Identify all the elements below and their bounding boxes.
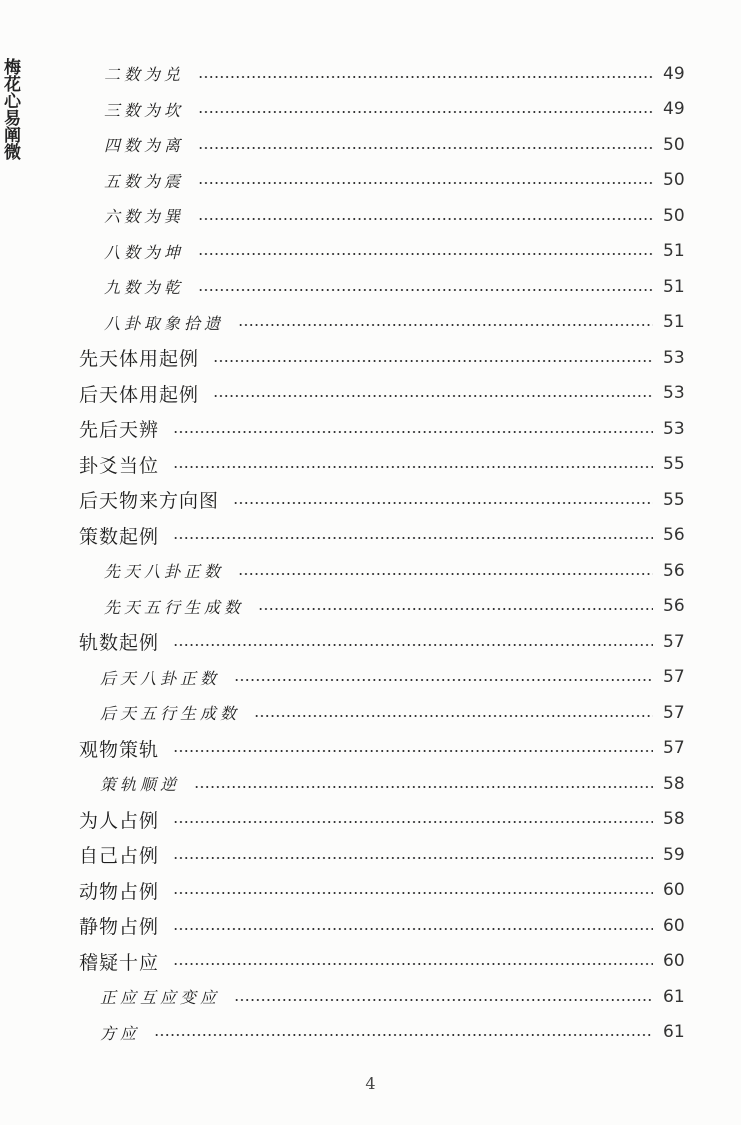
toc-entry [0, 589, 741, 625]
toc-entry-title: 八数为坤 [104, 242, 185, 262]
dot-leader [173, 537, 653, 539]
toc-entry-title: 二数为兑 [104, 65, 185, 85]
toc-entry-title: 轨数起例 [79, 632, 160, 655]
toc-entry-page: 57 [663, 667, 685, 688]
toc-entry-page: 55 [663, 489, 685, 510]
toc-entry [0, 731, 741, 767]
dot-leader [198, 76, 653, 78]
dot-leader [198, 147, 653, 149]
toc-entry [0, 482, 741, 518]
toc-entry-page: 51 [663, 241, 685, 262]
dot-leader [173, 821, 653, 823]
dot-leader [213, 395, 653, 397]
toc-entry-title: 后天八卦正数 [100, 668, 221, 688]
dot-leader [198, 253, 653, 255]
toc-entry-page: 51 [663, 276, 685, 297]
toc-entry-page: 50 [663, 134, 685, 155]
toc-entry-title: 方应 [100, 1023, 141, 1043]
dot-leader [198, 218, 653, 220]
dot-leader [194, 786, 653, 788]
dot-leader [254, 715, 653, 717]
toc-entry [0, 660, 741, 696]
toc-entry-title: 九数为乾 [104, 278, 185, 298]
dot-leader [154, 1034, 653, 1036]
toc-entry [0, 411, 741, 447]
toc-entry-title: 策轨顺逆 [100, 775, 181, 795]
toc-entry-title: 四数为离 [104, 136, 185, 156]
toc-entry-page: 56 [663, 525, 685, 546]
toc-entry-page: 55 [663, 454, 685, 475]
dot-leader [173, 644, 653, 646]
toc-entry [0, 553, 741, 589]
toc-entry-page: 58 [663, 773, 685, 794]
toc-entry-title: 三数为坎 [104, 100, 185, 120]
toc-entry [0, 766, 741, 802]
dot-leader [173, 892, 653, 894]
toc-entry-title: 后天五行生成数 [100, 704, 241, 724]
toc-entry [0, 340, 741, 376]
toc-entry-title: 自己占例 [79, 845, 160, 868]
toc-entry [0, 979, 741, 1015]
toc-entry-page: 60 [663, 915, 685, 936]
running-book-title: 梅花心易阐微 [0, 58, 20, 160]
toc-entry [0, 944, 741, 980]
toc-entry-page: 53 [663, 383, 685, 404]
toc-entry-page: 57 [663, 702, 685, 723]
dot-leader [238, 573, 653, 575]
toc-entry-title: 观物策轨 [79, 738, 160, 761]
dot-leader [173, 466, 653, 468]
toc-entry [0, 1015, 741, 1051]
dot-leader [173, 857, 653, 859]
table-of-contents [0, 56, 741, 1050]
toc-entry [0, 908, 741, 944]
toc-entry [0, 163, 741, 199]
dot-leader [198, 111, 653, 113]
toc-entry [0, 56, 741, 92]
page-number: 4 [365, 1074, 376, 1093]
toc-entry-page: 56 [663, 596, 685, 617]
dot-leader [198, 182, 653, 184]
toc-entry [0, 447, 741, 483]
dot-leader [173, 431, 653, 433]
dot-leader [258, 608, 653, 610]
toc-entry-page: 50 [663, 170, 685, 191]
toc-entry-title: 策数起例 [79, 525, 160, 548]
dot-leader [234, 999, 653, 1001]
toc-entry [0, 802, 741, 838]
toc-entry-page: 51 [663, 312, 685, 333]
dot-leader [233, 502, 653, 504]
toc-entry [0, 376, 741, 412]
toc-entry-title: 为人占例 [79, 809, 160, 832]
toc-entry-title: 静物占例 [79, 916, 160, 939]
toc-entry-page: 60 [663, 951, 685, 972]
toc-entry-title: 卦爻当位 [79, 454, 160, 477]
toc-entry-page: 60 [663, 880, 685, 901]
dot-leader [213, 360, 653, 362]
toc-entry-title: 六数为巽 [104, 207, 185, 227]
toc-entry-page: 58 [663, 809, 685, 830]
toc-entry-page: 49 [663, 99, 685, 120]
toc-entry [0, 269, 741, 305]
toc-entry-title: 先天体用起例 [79, 348, 200, 371]
toc-entry-title: 先后天辨 [79, 419, 160, 442]
toc-entry-page: 59 [663, 844, 685, 865]
toc-entry-page: 53 [663, 418, 685, 439]
toc-entry-title: 正应互应变应 [100, 988, 221, 1008]
toc-entry [0, 198, 741, 234]
toc-entry-title: 稽疑十应 [79, 951, 160, 974]
dot-leader [234, 679, 653, 681]
toc-entry [0, 695, 741, 731]
toc-entry-title: 五数为震 [104, 171, 185, 191]
toc-entry [0, 518, 741, 554]
toc-entry [0, 92, 741, 128]
toc-entry [0, 234, 741, 270]
toc-entry [0, 127, 741, 163]
toc-entry-page: 57 [663, 631, 685, 652]
toc-entry-page: 50 [663, 205, 685, 226]
toc-entry-page: 56 [663, 560, 685, 581]
toc-entry-title: 先天五行生成数 [104, 597, 245, 617]
toc-entry-page: 57 [663, 738, 685, 759]
toc-entry [0, 837, 741, 873]
toc-entry-title: 动物占例 [79, 880, 160, 903]
dot-leader [173, 750, 653, 752]
toc-entry-page: 61 [663, 1022, 685, 1043]
dot-leader [238, 324, 653, 326]
dot-leader [198, 289, 653, 291]
dot-leader [173, 928, 653, 930]
toc-entry-title: 后天体用起例 [79, 383, 200, 406]
toc-entry [0, 624, 741, 660]
dot-leader [173, 963, 653, 965]
toc-entry-page: 53 [663, 347, 685, 368]
toc-entry [0, 305, 741, 341]
toc-entry-title: 后天物来方向图 [79, 490, 220, 513]
toc-entry-page: 49 [663, 63, 685, 84]
toc-entry-page: 61 [663, 986, 685, 1007]
toc-entry-title: 先天八卦正数 [104, 562, 225, 582]
toc-entry-title: 八卦取象拾遗 [104, 313, 225, 333]
toc-entry [0, 873, 741, 909]
